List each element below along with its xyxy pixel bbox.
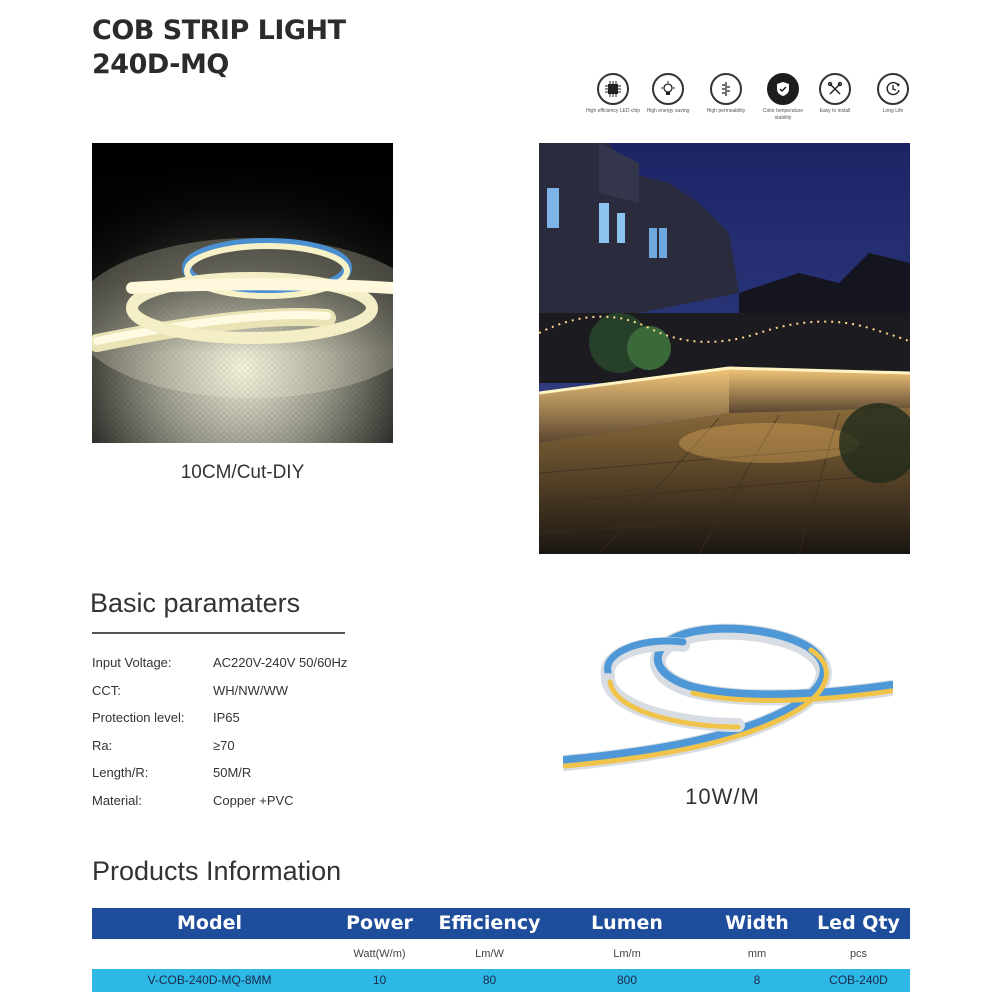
shield-icon xyxy=(767,73,799,105)
cut-caption: 10CM/Cut-DIY xyxy=(180,462,305,483)
feature-label: Easy to install xyxy=(819,108,851,114)
feature-label: High efficiency LED chip xyxy=(585,108,641,114)
column-header-lumen: Lumen xyxy=(591,912,663,934)
feature-energy xyxy=(640,73,696,115)
param-row xyxy=(92,710,422,738)
param-value: IP65 xyxy=(213,710,240,725)
feature-install xyxy=(807,73,863,115)
led-chip-icon xyxy=(597,73,629,105)
tools-icon xyxy=(819,73,851,105)
param-row xyxy=(92,738,422,766)
param-key: Protection level: xyxy=(92,710,185,725)
feature-label: High permeability xyxy=(706,108,746,114)
table-cell: V-COB-240D-MQ-8MM xyxy=(147,973,272,987)
table-units-row xyxy=(92,939,910,969)
unit-cell: Watt(W/m) xyxy=(353,948,406,960)
unit-cell: mm xyxy=(747,948,767,960)
basic-parameters-heading: Basic paramaters xyxy=(90,588,301,618)
unit-cell: pcs xyxy=(849,948,868,960)
table-cell: 800 xyxy=(616,973,638,987)
param-value: AC220V-240V 50/60Hz xyxy=(213,655,348,670)
column-header-led-qty: Led Qty xyxy=(817,912,900,934)
parameters-list xyxy=(92,655,422,820)
param-key: Material: xyxy=(92,792,142,808)
products-info-heading: Products Information xyxy=(92,856,342,886)
feature-label: High energy saving xyxy=(646,108,690,114)
param-value: WH/NW/WW xyxy=(213,682,289,698)
feature-led-chip xyxy=(585,73,641,115)
param-row xyxy=(92,765,422,793)
param-key: CCT: xyxy=(92,682,121,698)
clock-icon xyxy=(877,73,909,105)
column-header-efficiency: Efficiency xyxy=(438,912,541,934)
table-row xyxy=(92,969,910,992)
strip-product-image xyxy=(563,620,893,775)
title-line-2: 240D-MQ xyxy=(92,49,229,80)
power-caption: 10W/M xyxy=(685,784,760,809)
column-header-model: Model xyxy=(177,912,242,934)
param-value: ≥70 xyxy=(213,737,235,753)
permeability-icon xyxy=(710,73,742,105)
feature-color-stability xyxy=(755,73,811,122)
heading-divider xyxy=(92,632,345,634)
param-key: Input Voltage: xyxy=(92,655,172,670)
feature-label: Color temperature stability xyxy=(762,108,804,121)
strip-coil-photo xyxy=(92,143,393,443)
table-cell: 80 xyxy=(482,973,497,987)
product-title xyxy=(92,14,346,82)
param-value: 50M/R xyxy=(213,765,252,780)
param-value: Copper +PVC xyxy=(213,792,294,808)
bulb-icon xyxy=(652,73,684,105)
feature-icons xyxy=(585,73,915,133)
table-cell: COB-240D xyxy=(829,973,888,987)
table-cell: 8 xyxy=(753,973,761,987)
feature-label: Long Life xyxy=(882,108,904,114)
title-line-1: COB STRIP LIGHT xyxy=(92,15,346,46)
column-header-width: Width xyxy=(725,912,789,934)
param-row xyxy=(92,793,422,821)
unit-cell: Lm/m xyxy=(613,948,641,960)
feature-long-life xyxy=(865,73,921,115)
unit-cell: Lm/W xyxy=(475,948,504,960)
param-row xyxy=(92,655,422,683)
param-row xyxy=(92,683,422,711)
param-key: Length/R: xyxy=(92,765,149,780)
table-cell: 10 xyxy=(372,973,387,987)
param-key: Ra: xyxy=(92,737,113,753)
table-header-row xyxy=(92,908,910,939)
feature-permeability xyxy=(698,73,754,115)
column-header-power: Power xyxy=(346,912,413,934)
products-table xyxy=(92,908,910,992)
house-night-photo xyxy=(539,143,910,554)
